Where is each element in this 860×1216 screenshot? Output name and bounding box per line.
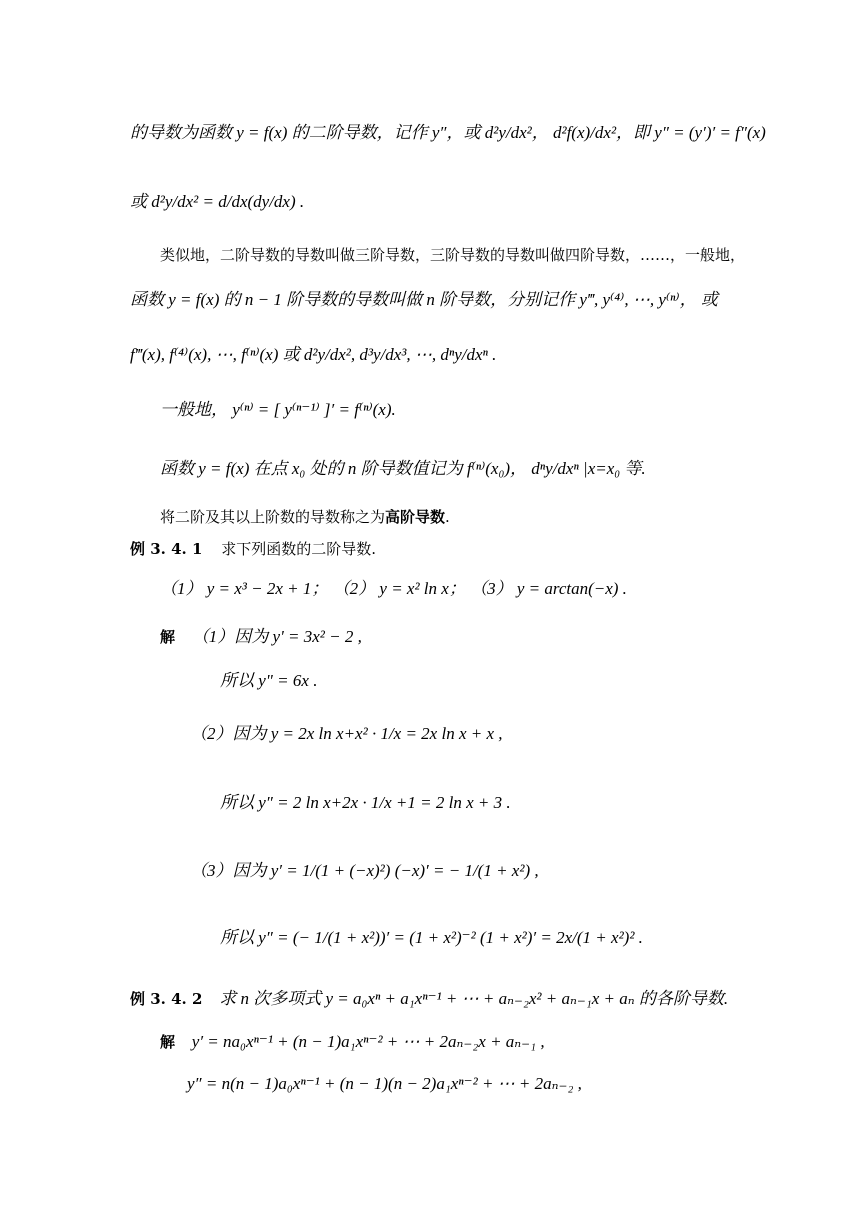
example-1-label: 例 3. 4. 1 (130, 540, 203, 558)
example-1-items: （1） y = x³ − 2x + 1； （2） y = x² ln x； （3） y = arctan(−x) . (160, 579, 627, 598)
solution-1-step-a: （1）因为 y' = 3x² − 2 , (191, 627, 362, 646)
text-line-5: f‴(x), f⁽⁴⁾(x), ⋯, f⁽ⁿ⁾(x) 或 d²y/dx², d³y/dx³, ⋯, dⁿy/dxⁿ . (130, 345, 497, 364)
solution-ex2-step-a: y′ = na₀xⁿ⁻¹ + (n − 1)a₁xⁿ⁻² + ⋯ + 2aₙ₋₂x + aₙ₋₁ , (191, 1032, 545, 1051)
example-2-text: 求 n 次多项式 y = a₀xⁿ + a₁xⁿ⁻¹ + ⋯ + aₙ₋₂x² + aₙ₋₁x + aₙ 的各阶导数. (219, 989, 729, 1008)
solution-1-step-b: 所以 y" = 6x . (220, 671, 318, 690)
solution-label: 解 (160, 628, 176, 646)
text-line-6: 一般地， y⁽ⁿ⁾ = [ y⁽ⁿ⁻¹⁾ ]′ = f⁽ⁿ⁾(x). (160, 400, 396, 419)
solution-label-2: 解 (160, 1033, 176, 1051)
solution-1-part1 (160, 628, 362, 645)
text-line-4: 函数 y = f(x) 的 n − 1 阶导数的导数叫做 n 阶导数，分别记作 y‴, y⁽⁴⁾, ⋯, y⁽ⁿ⁾， 或 (130, 290, 718, 309)
example-2-label: 例 3. 4. 2 (130, 990, 203, 1008)
example-2-header (130, 990, 728, 1007)
higher-order-derivative-term: 高阶导数 (385, 508, 446, 526)
definition-line (160, 510, 450, 525)
definition-period: . (445, 508, 450, 526)
solution-ex2-step-b: y″ = n(n − 1)a₀xⁿ⁻¹ + (n − 1)(n − 2)a₁xⁿ⁻² + ⋯ + 2aₙ₋₂ , (187, 1074, 582, 1093)
example-1-text: 求下列函数的二阶导数. (221, 540, 376, 558)
text-line-2: 或 d²y/dx² = d/dx(dy/dx) . (130, 192, 305, 211)
text-line-1: 的导数为函数 y = f(x) 的二阶导数，记作 y″，或 d²y/dx²， d²f(x)/dx²，即 y″ = (y′)′ = f″(x) (130, 123, 766, 142)
solution-2-step-a: （2）因为 y = 2x ln x+x² · 1/x = 2x ln x + x , (190, 724, 503, 743)
solution-3-step-a: （3）因为 y′ = 1/(1 + (−x)²) (−x)′ = − 1/(1 + x²) , (190, 861, 539, 880)
definition-text: 将二阶及其以上阶数的导数称之为 (160, 508, 386, 526)
text-line-3: 类似地，二阶导数的导数叫做三阶导数，三阶导数的导数叫做四阶导数，……，一般地， (160, 246, 746, 264)
text-line-7: 函数 y = f(x) 在点 x₀ 处的 n 阶导数值记为 f⁽ⁿ⁾(x₀)， dⁿy/dxⁿ |x=x₀ 等. (160, 459, 646, 478)
solution-3-step-b: 所以 y″ = (− 1/(1 + x²))′ = (1 + x²)⁻² (1 + x²)′ = 2x/(1 + x²)² . (220, 928, 643, 947)
example-1-header (130, 542, 376, 557)
solution-2-part1 (160, 1033, 545, 1050)
solution-2-step-b: 所以 y″ = 2 ln x+2x · 1/x +1 = 2 ln x + 3 . (220, 793, 511, 812)
